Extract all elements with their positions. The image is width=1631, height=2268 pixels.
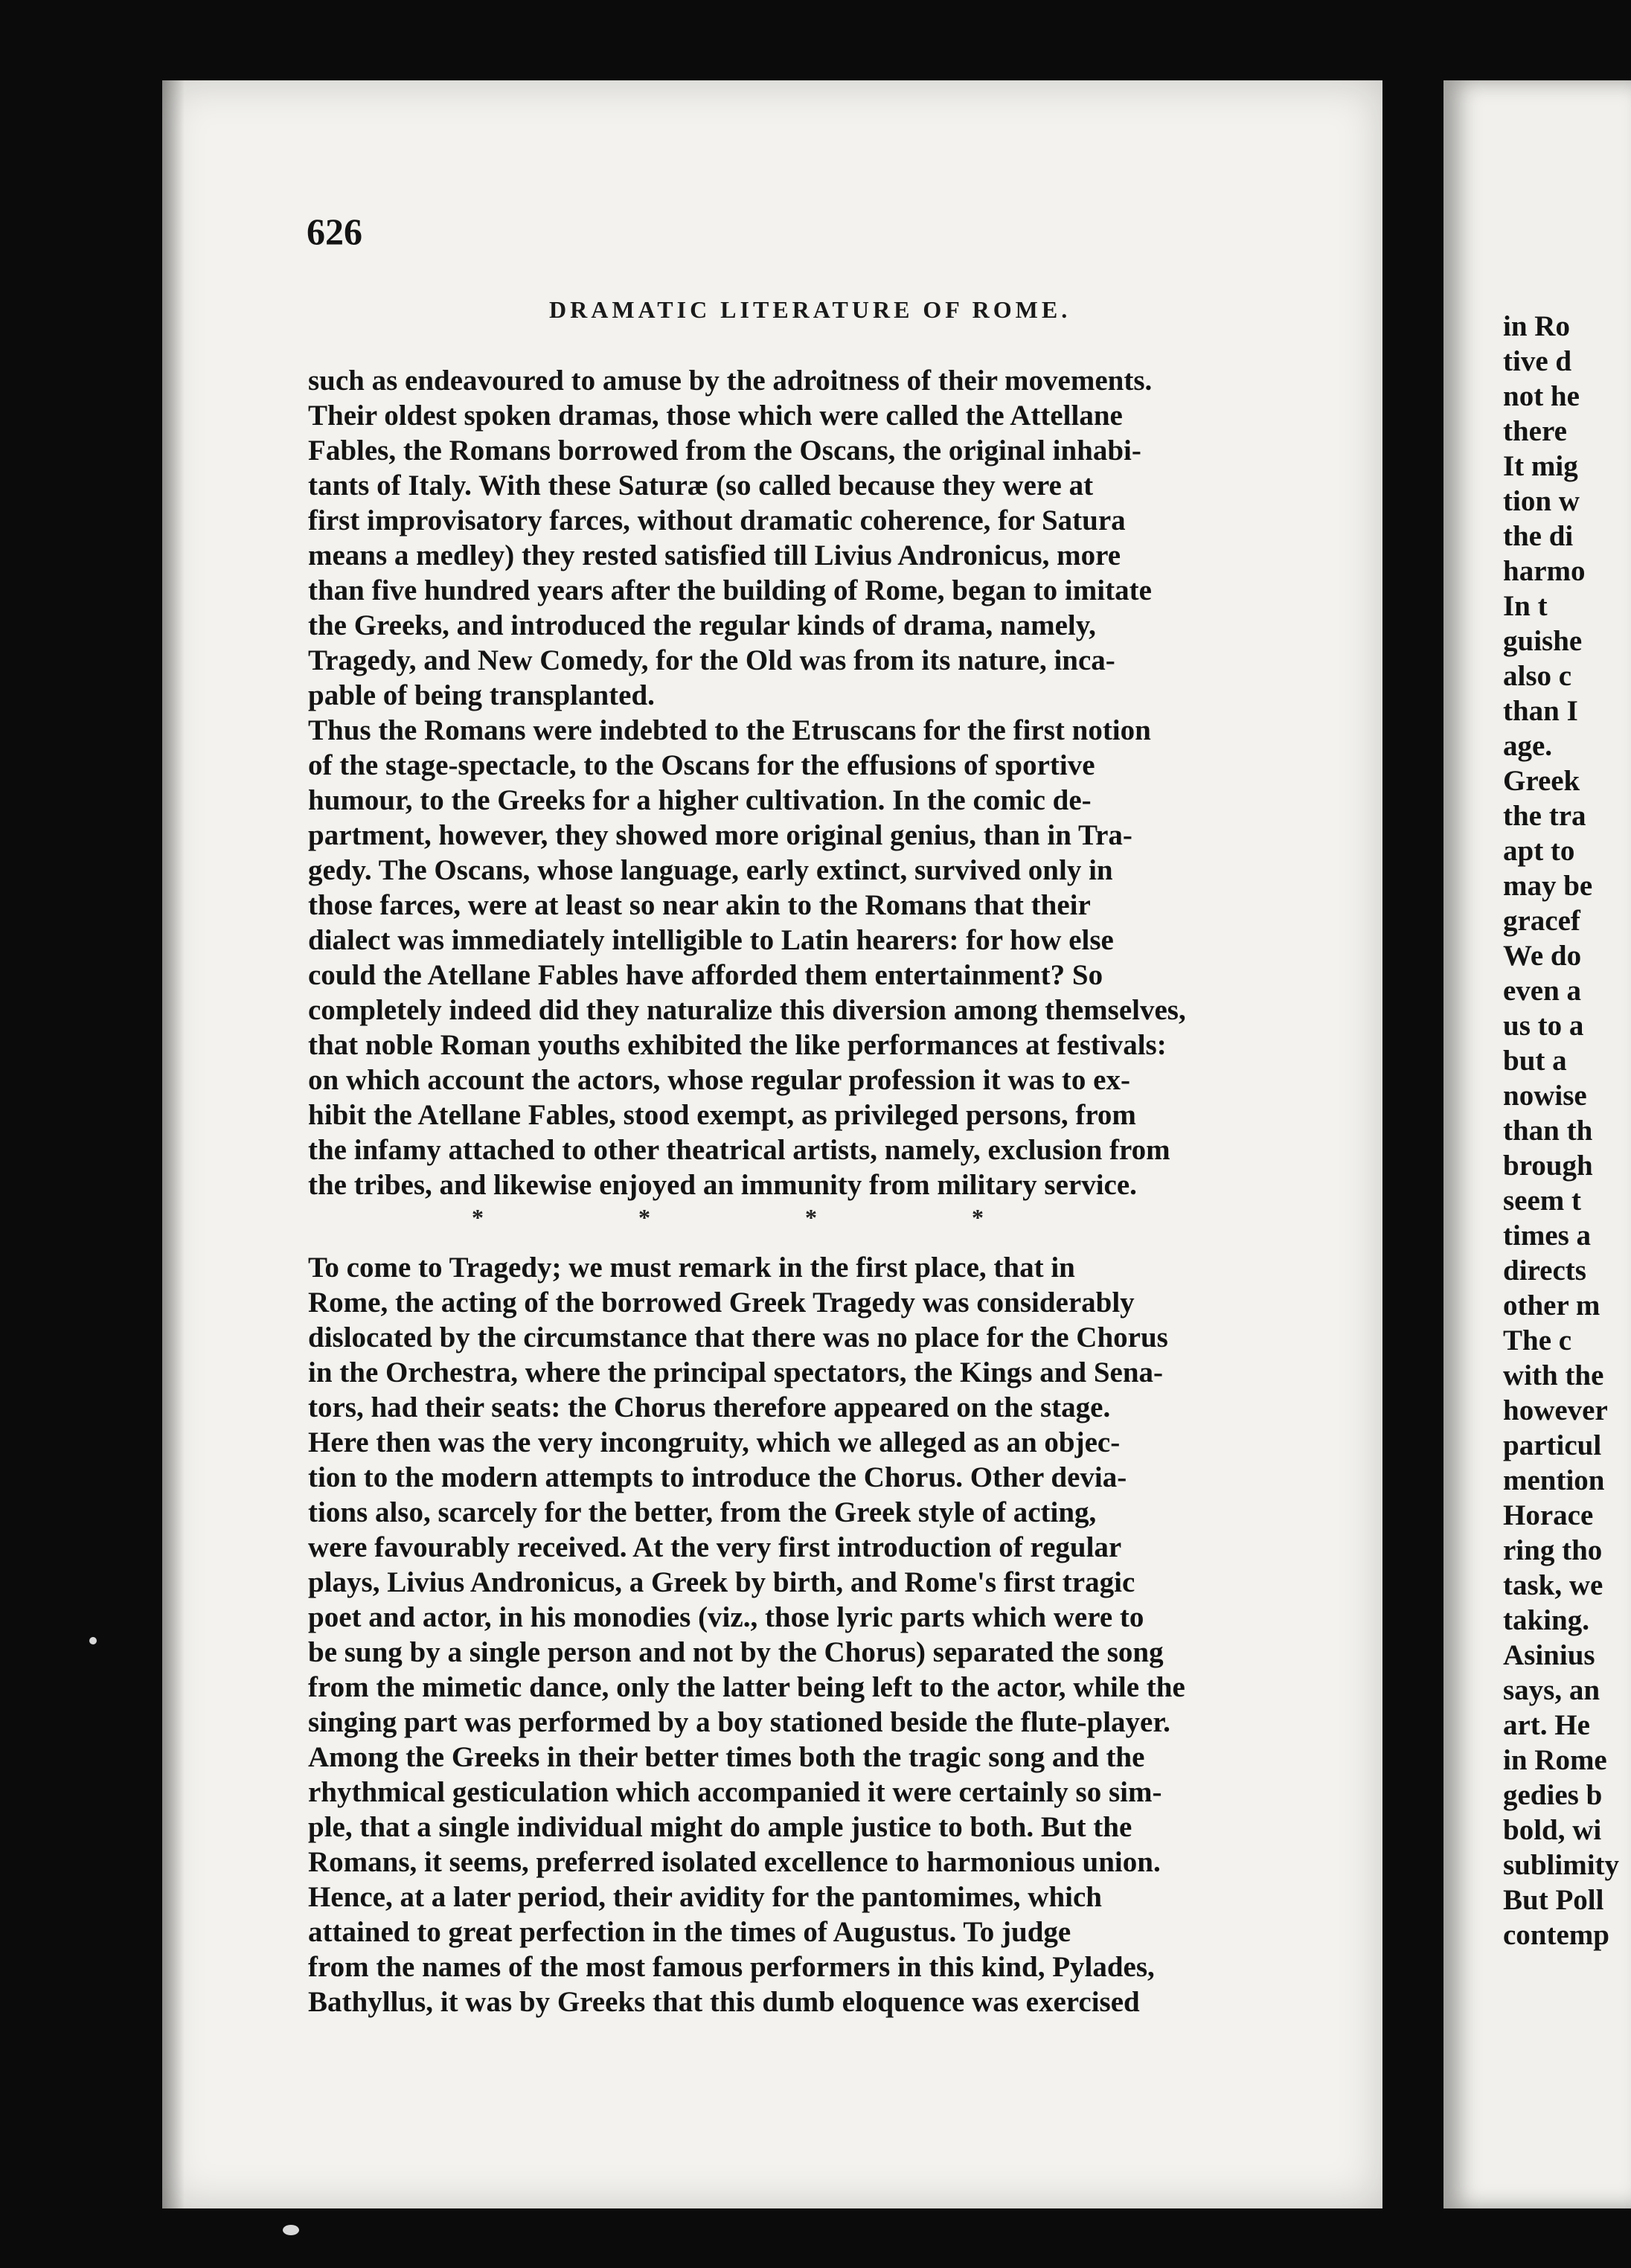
- right-text-line: other m: [1503, 1290, 1600, 1322]
- text-line: attained to great perfection in the times of Augustus. To judge: [308, 1916, 1071, 1948]
- text-line: Their oldest spoken dramas, those which were called the Attellane: [308, 400, 1123, 432]
- text-line: hibit the Atellane Fables, stood exempt, as privileged persons, from: [308, 1099, 1136, 1131]
- text-line: Rome, the acting of the borrowed Greek Tragedy was considerably: [308, 1287, 1135, 1319]
- right-text-line: us to a: [1503, 1010, 1584, 1042]
- text-line: ple, that a single individual might do ample justice to both. But the: [308, 1811, 1132, 1843]
- text-line: in the Orchestra, where the principal spectators, the Kings and Sena-: [308, 1356, 1164, 1388]
- running-head: DRAMATIC LITERATURE OF ROME.: [549, 296, 1071, 323]
- right-book-page-edge: [1443, 80, 1631, 2208]
- text-line: partment, however, they showed more original genius, than in Tra-: [308, 819, 1132, 851]
- text-line: such as endeavoured to amuse by the adroitness of their movements.: [308, 365, 1153, 397]
- text-line: Romans, it seems, preferred isolated excellence to harmonious union.: [308, 1846, 1161, 1878]
- text-line: on which account the actors, whose regular profession it was to ex-: [308, 1064, 1130, 1096]
- right-text-line: In t: [1503, 590, 1548, 622]
- text-line: Among the Greeks in their better times both the tragic song and the: [308, 1741, 1145, 1773]
- right-text-line: gracef: [1503, 905, 1580, 937]
- text-line: the tribes, and likewise enjoyed an immunity from military service.: [308, 1169, 1137, 1201]
- text-line: gedy. The Oscans, whose language, early extinct, survived only in: [308, 854, 1113, 886]
- text-line: from the mimetic dance, only the latter being left to the actor, while the: [308, 1671, 1185, 1703]
- text-line: first improvisatory farces, without dramatic coherence, for Satura: [308, 504, 1126, 536]
- right-text-line: times a: [1503, 1220, 1592, 1252]
- right-text-line: Greek: [1503, 765, 1580, 797]
- right-text-line: contemp: [1503, 1919, 1609, 1951]
- text-line: Thus the Romans were indebted to the Etruscans for the first notion: [308, 714, 1151, 746]
- text-line: pable of being transplanted.: [308, 679, 655, 711]
- right-text-line: than th: [1503, 1115, 1593, 1147]
- body-text: [308, 363, 1499, 2019]
- text-line: singing part was performed by a boy stationed beside the flute-player.: [308, 1706, 1170, 1738]
- text-line: from the names of the most famous performers in this kind, Pylades,: [308, 1951, 1155, 1983]
- right-text-line: gedies b: [1503, 1779, 1603, 1811]
- right-text-line: But Poll: [1503, 1884, 1604, 1916]
- right-text-line: than I: [1503, 695, 1578, 727]
- text-line: of the stage-spectacle, to the Oscans for the effusions of sportive: [308, 749, 1095, 781]
- text-line: poet and actor, in his monodies (viz., those lyric parts which were to: [308, 1601, 1144, 1633]
- text-line: Hence, at a later period, their avidity for the pantomimes, which: [308, 1881, 1102, 1913]
- text-line: Tragedy, and New Comedy, for the Old was from its nature, inca-: [308, 644, 1115, 676]
- right-page-text: [1503, 309, 1619, 1953]
- right-text-line: art. He: [1503, 1709, 1590, 1741]
- right-text-line: guishe: [1503, 625, 1583, 657]
- right-text-line: sublimity: [1503, 1849, 1620, 1881]
- text-line: means a medley) they rested satisfied till Livius Andronicus, more: [308, 539, 1121, 571]
- text-line: tions also, scarcely for the better, from the Greek style of acting,: [308, 1496, 1097, 1528]
- text-line: rhythmical gesticulation which accompanied it were certainly so sim-: [308, 1776, 1162, 1808]
- right-text-line: It mig: [1503, 450, 1578, 482]
- right-text-line: harmo: [1503, 555, 1586, 587]
- scan-speck: [89, 1637, 97, 1644]
- right-text-line: but a: [1503, 1045, 1567, 1077]
- right-text-line: not he: [1503, 380, 1580, 412]
- section-separator: * * * *: [472, 1204, 984, 1231]
- text-line: that noble Roman youths exhibited the like performances at festivals:: [308, 1029, 1167, 1061]
- right-text-line: bold, wi: [1503, 1814, 1602, 1846]
- text-line: dialect was immediately intelligible to Latin hearers: for how else: [308, 924, 1114, 956]
- right-text-line: nowise: [1503, 1080, 1587, 1112]
- text-line: be sung by a single person and not by the Chorus) separated the song: [308, 1636, 1164, 1668]
- right-text-line: age.: [1503, 730, 1553, 762]
- right-text-line: in Rome: [1503, 1744, 1607, 1776]
- text-line: were favourably received. At the very first introduction of regular: [308, 1531, 1122, 1563]
- right-text-line: in Ro: [1503, 310, 1570, 342]
- right-text-line: brough: [1503, 1150, 1593, 1182]
- right-text-line: ring tho: [1503, 1534, 1603, 1566]
- right-text-line: The c: [1503, 1324, 1572, 1356]
- right-text-line: says, an: [1503, 1674, 1600, 1706]
- text-line: Bathyllus, it was by Greeks that this dumb eloquence was exercised: [308, 1986, 1140, 2018]
- right-text-line: taking.: [1503, 1604, 1589, 1636]
- text-line: completely indeed did they naturalize this diversion among themselves,: [308, 994, 1186, 1026]
- text-line: plays, Livius Andronicus, a Greek by birth, and Rome's first tragic: [308, 1566, 1135, 1598]
- right-text-line: the di: [1503, 520, 1574, 552]
- right-text-line: apt to: [1503, 835, 1575, 867]
- right-text-line: Horace: [1503, 1499, 1594, 1531]
- text-line: tion to the modern attempts to introduce the Chorus. Other devia-: [308, 1461, 1127, 1493]
- gutter-shadow: [162, 80, 185, 2208]
- right-text-line: task, we: [1503, 1569, 1603, 1601]
- text-line: than five hundred years after the building of Rome, began to imitate: [308, 574, 1152, 606]
- text-line: To come to Tragedy; we must remark in the first place, that in: [308, 1252, 1075, 1284]
- scan-speck: [283, 2225, 299, 2235]
- right-text-line: particul: [1503, 1429, 1602, 1461]
- text-line: humour, to the Greeks for a higher cultivation. In the comic de-: [308, 784, 1092, 816]
- paragraph-group-1: [308, 363, 1499, 1202]
- right-text-line: mention: [1503, 1464, 1605, 1496]
- right-text-line: tive d: [1503, 345, 1572, 377]
- right-text-line: the tra: [1503, 800, 1586, 832]
- text-line: the infamy attached to other theatrical artists, namely, exclusion from: [308, 1134, 1170, 1166]
- right-text-line: with the: [1503, 1359, 1604, 1391]
- right-text-line: however: [1503, 1394, 1608, 1426]
- right-text-line: may be: [1503, 870, 1593, 902]
- right-text-line: even a: [1503, 975, 1582, 1007]
- right-text-line: seem t: [1503, 1185, 1582, 1217]
- right-text-line: also c: [1503, 660, 1572, 692]
- text-line: tants of Italy. With these Saturæ (so called because they were at: [308, 470, 1094, 502]
- right-text-line: there: [1503, 415, 1567, 447]
- text-line: could the Atellane Fables have afforded them entertainment? So: [308, 959, 1103, 991]
- right-text-line: We do: [1503, 940, 1582, 972]
- right-text-line: Asinius: [1503, 1639, 1595, 1671]
- page-number: 626: [307, 211, 362, 252]
- text-line: the Greeks, and introduced the regular kinds of drama, namely,: [308, 609, 1096, 641]
- right-text-line: tion w: [1503, 485, 1580, 517]
- left-book-page: [162, 80, 1382, 2208]
- text-line: Here then was the very incongruity, which we alleged as an objec-: [308, 1426, 1121, 1458]
- text-line: dislocated by the circumstance that there was no place for the Chorus: [308, 1322, 1168, 1354]
- right-text-line: directs: [1503, 1255, 1586, 1287]
- text-line: Fables, the Romans borrowed from the Oscans, the original inhabi-: [308, 435, 1141, 467]
- paragraph-group-2: [308, 1250, 1499, 2019]
- text-line: tors, had their seats: the Chorus therefore appeared on the stage.: [308, 1391, 1111, 1423]
- text-line: those farces, were at least so near akin to the Romans that their: [308, 889, 1091, 921]
